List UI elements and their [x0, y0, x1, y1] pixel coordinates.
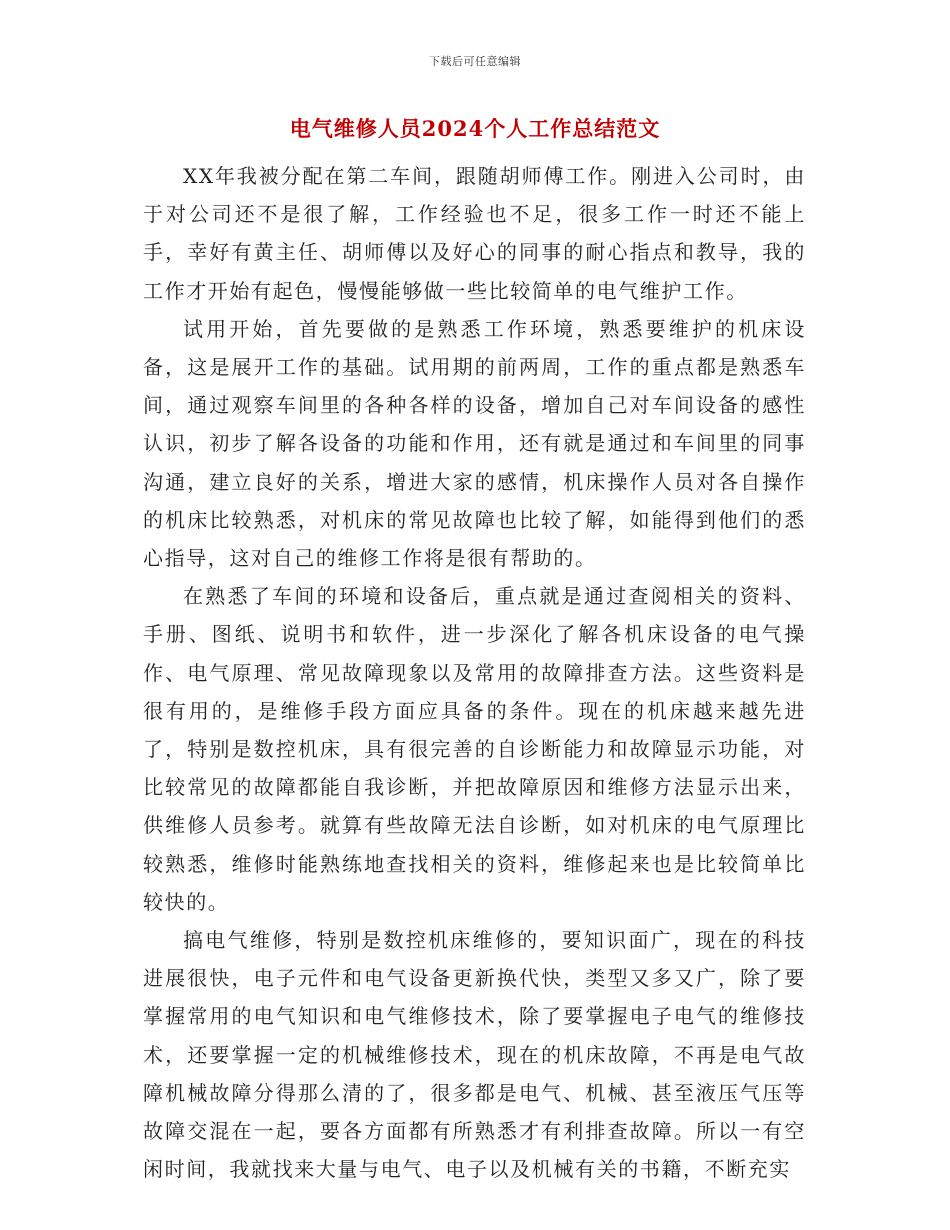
paragraph-1: XX年我被分配在第二车间，跟随胡师傅工作。刚进入公司时，由于对公司还不是很了解，工作经验也不足，很多工作一时还不能上手，幸好有黄主任、胡师傅以及好心的同事的耐心指点和教导，我的工作才开始有起色，慢慢能够做一些比较简单的电气维护工作。 — [143, 164, 806, 303]
document-title: 电气维修人员2024个人工作总结范文 — [289, 116, 661, 141]
header-note: 下载后可任意编辑 — [429, 55, 521, 68]
document-body — [143, 157, 806, 1188]
paragraph-4: 搞电气维修，特别是数控机床维修的，要知识面广，现在的科技进展很快，电子元件和电气设备更新换代快，类型又多又广，除了要掌握常用的电气知识和电气维修技术，除了要掌握电子电气的维修技术，还要掌握一定的机械维修技术，现在的机床故障，不再是电气故障机械故障分得那么清的了，很多都是电气、机械、甚至液压气压等故障交混在一起，要各方面都有所熟悉才有利排查故障。所以一有空闲时间，我就找来大量与电气、电子以及机械有关的书籍，不断充实 — [143, 928, 806, 1182]
paragraph-2: 试用开始，首先要做的是熟悉工作环境，熟悉要维护的机床设备，这是展开工作的基础。试用期的前两周，工作的重点都是熟悉车间，通过观察车间里的各种各样的设备，增加自己对车间设备的感性认识，初步了解各设备的功能和作用，还有就是通过和车间里的同事沟通，建立良好的关系，增进大家的感情，机床操作人员对各自操作的机床比较熟悉，对机床的常见故障也比较了解，如能得到他们的悉心指导，这对自己的维修工作将是很有帮助的。 — [143, 316, 806, 571]
paragraph-3: 在熟悉了车间的环境和设备后，重点就是通过查阅相关的资料、手册、图纸、说明书和软件，进一步深化了解各机床设备的电气操作、电气原理、常见故障现象以及常用的故障排查方法。这些资料是很有用的，是维修手段方面应具备的条件。现在的机床越来越先进了，特别是数控机床，具有很完善的自诊断能力和故障显示功能，对比较常见的故障都能自我诊断，并把故障原因和维修方法显示出来，供维修人员参考。就算有些故障无法自诊断，如对机床的电气原理比较熟悉，维修时能熟练地查找相关的资料，维修起来也是比较简单比较快的。 — [143, 584, 806, 914]
